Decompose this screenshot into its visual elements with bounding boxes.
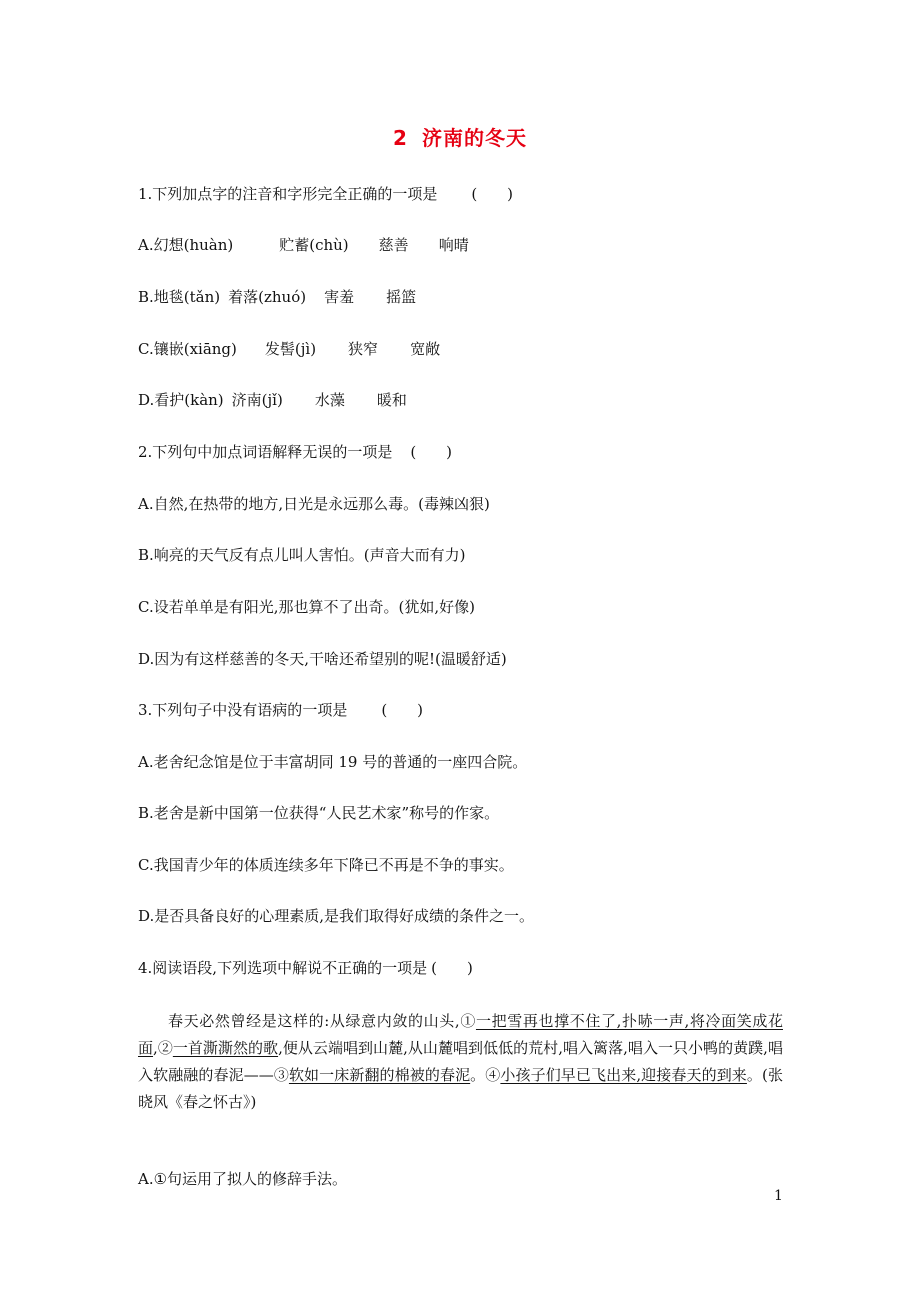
q2-option-c: C.设若单单是有阳光,那也算不了出奇。(犹如,好像) xyxy=(138,598,475,616)
q2-option-d: D.因为有这样慈善的冬天,干啥还希望别的呢!(温暖舒适) xyxy=(138,650,507,668)
page-number: 1 xyxy=(774,1188,783,1204)
q3-option-c: C.我国青少年的体质连续多年下降已不再是不争的事实。 xyxy=(138,856,514,874)
page-title xyxy=(0,122,920,151)
q4-option-a: A.①句运用了拟人的修辞手法。 xyxy=(138,1170,348,1188)
q2-stem: 2.下列句中加点词语解释无误的一项是 ( ) xyxy=(138,443,453,461)
q1-option-a: A.幻想(huàn) 贮蓄(chù) 慈善 响晴 xyxy=(138,236,469,254)
underlined-sentence-2: 一首澌澌然的歌 xyxy=(172,1039,279,1057)
title-text: 济南的冬天 xyxy=(421,126,527,150)
underlined-sentence-3: 软如一床新翻的棉被的春泥 xyxy=(288,1066,471,1084)
q1-option-b: B.地毯(tǎn) 着落(zhuó) 害羞 摇篮 xyxy=(138,288,417,306)
q2-option-a: A.自然,在热带的地方,日光是永远那么毒。(毒辣凶狠) xyxy=(138,495,490,513)
q1-answer-paren: ( ) xyxy=(471,185,514,203)
underlined-sentence-4: 小孩子们早已飞出来,迎接春天的到来 xyxy=(500,1066,747,1084)
q3-stem: 3.下列句子中没有语病的一项是 ( ) xyxy=(138,701,424,719)
q2-answer-paren: ( ) xyxy=(410,443,453,461)
underlined-sentence-1: 一把雪再也撑不住了,扑哧一声,将冷面笑成花面 xyxy=(138,1012,783,1057)
q3-option-a: A.老舍纪念馆是位于丰富胡同 19 号的普通的一座四合院。 xyxy=(138,753,528,771)
q1-stem: 1.下列加点字的注音和字形完全正确的一项是 ( ) xyxy=(138,185,514,203)
title-number: 2 xyxy=(393,126,408,150)
q4-answer-paren: ( ) xyxy=(431,959,473,977)
q1-option-d: D.看护(kàn) 济南(jǐ) 水藻 暖和 xyxy=(138,391,407,409)
q3-option-b: B.老舍是新中国第一位获得“人民艺术家”称号的作家。 xyxy=(138,804,500,822)
reading-passage: 春天必然曾经是这样的:从绿意内敛的山头,①一把雪再也撑不住了,扑哧一声,将冷面笑成花面,②一首澌澌然的歌,便从云端唱到山麓,从山麓唱到低低的荒村,唱入篱落,唱入一只小鸭的黄蹼,唱入软融融的春泥——③软如一床新翻的棉被的春泥。④小孩子们早已飞出来,迎接春天的到来。(张晓风《春之怀古》) xyxy=(138,1012,783,1111)
q2-option-b: B.响亮的天气反有点儿叫人害怕。(声音大而有力) xyxy=(138,546,466,564)
q4-stem: 4.阅读语段,下列选项中解说不正确的一项是 ( ) xyxy=(138,959,473,977)
q3-option-d: D.是否具备良好的心理素质,是我们取得好成绩的条件之一。 xyxy=(138,907,535,925)
q1-option-c: C.镶嵌(xiāng) 发髻(jì) 狭窄 宽敞 xyxy=(138,340,441,358)
q3-answer-paren: ( ) xyxy=(381,701,424,719)
